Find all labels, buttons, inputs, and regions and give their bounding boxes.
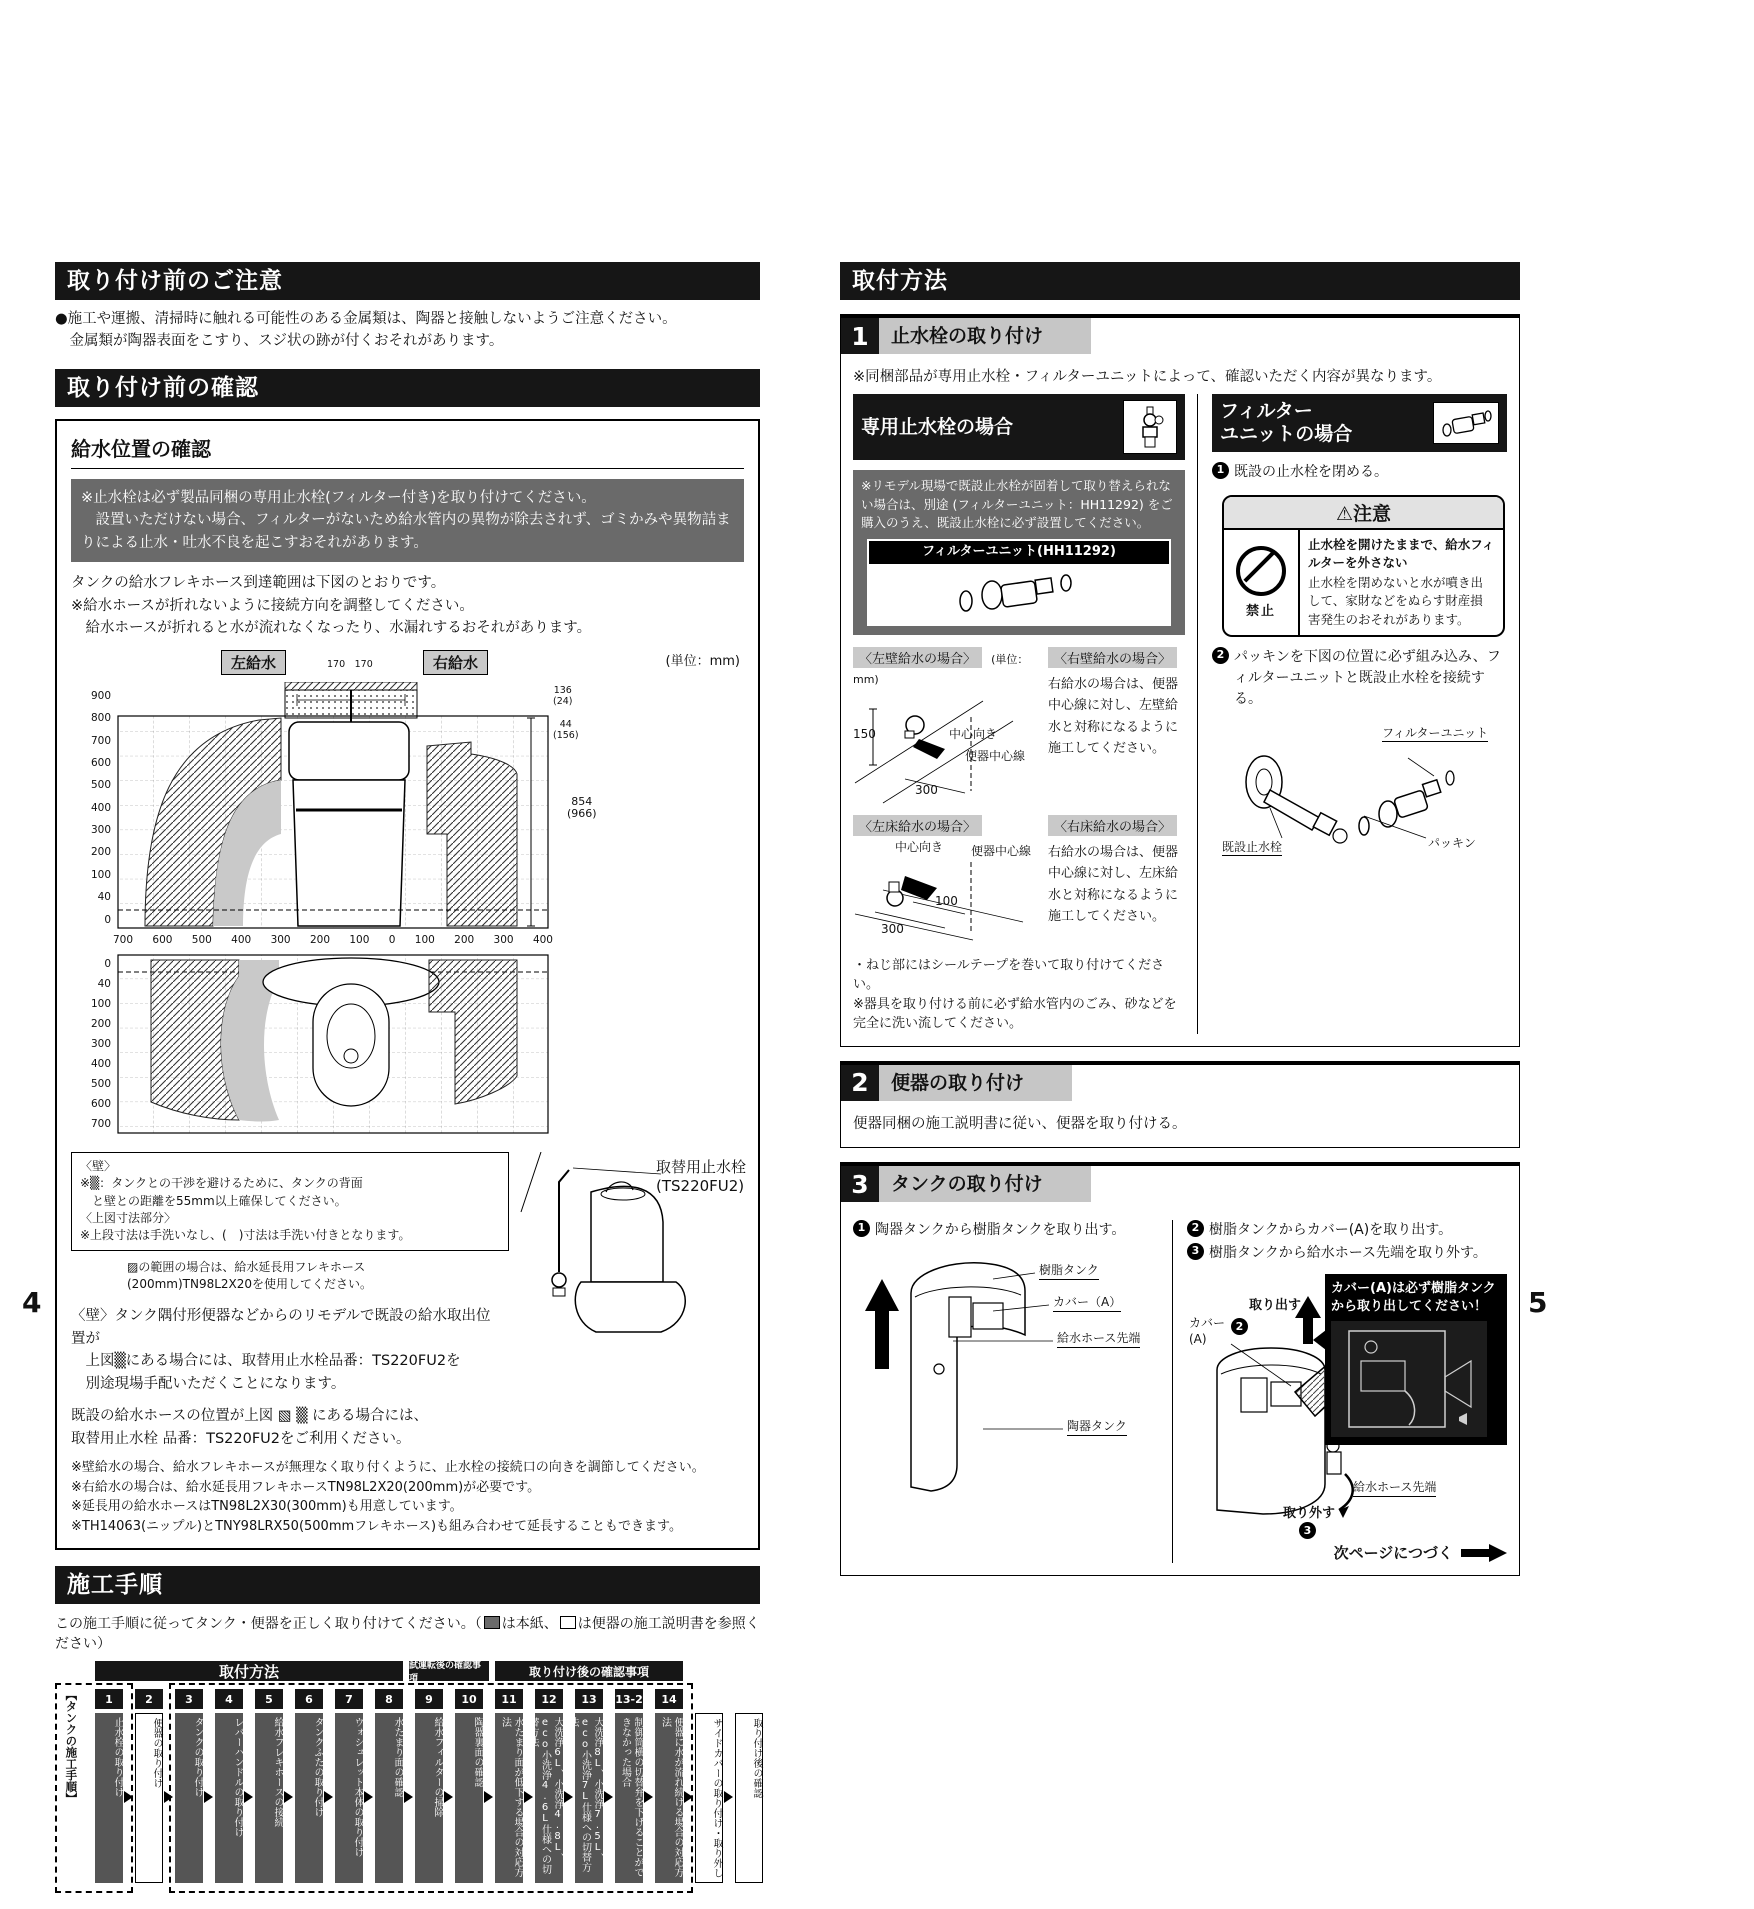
procedure-step-number: 1 xyxy=(95,1689,123,1709)
tank-procedure-bracket-label: 【タンクの施工手順】 xyxy=(64,1689,79,1805)
step1-header xyxy=(841,318,1091,354)
center-facing-label: 中心向き xyxy=(949,726,998,741)
dedicated-valve-notes xyxy=(853,956,1185,1034)
next-page-text: 次ページにつづく xyxy=(1333,1544,1453,1563)
page-left xyxy=(55,262,760,1909)
procedure-step-label: 水たまり面が低下する場合の対応方法 xyxy=(495,1713,523,1883)
unit-label: (単位：mm) xyxy=(665,653,740,669)
filter-unit-panel-drawing xyxy=(869,566,1169,624)
replacement-valve-label-line2: (TS220FU2) xyxy=(655,1177,745,1196)
step2-box xyxy=(840,1061,1520,1148)
step1-number: 1 xyxy=(841,318,879,354)
axis-tick: 100 xyxy=(349,933,370,946)
left-floor-diagram xyxy=(853,836,1038,946)
dim-170-170: 170 170 xyxy=(327,658,373,670)
filter-unit-header-line1: フィルター xyxy=(1220,400,1313,423)
axis-tick: 300 xyxy=(493,933,514,946)
step3-s3-line xyxy=(1187,1243,1507,1264)
step3-number: 3 xyxy=(841,1166,879,1202)
filter-unit-column xyxy=(1198,394,1507,1033)
takeout-label: 取り出す xyxy=(1249,1298,1302,1314)
procedure-step-number: 3 xyxy=(175,1689,203,1709)
caution-header xyxy=(1224,497,1503,530)
next-page-row xyxy=(1187,1542,1507,1563)
star-notes xyxy=(71,1458,744,1536)
page-number-left: 4 xyxy=(22,1286,42,1319)
replacement-valve-label-line1: 取替用止水栓 xyxy=(655,1157,746,1176)
right-floor-text: 右給水の場合は、便器中心線に対し、左床給水と対称になるように施工してください。 xyxy=(1048,844,1179,924)
step1-note: ※同梱部品が専用止水栓・フィルターユニットによって、確認いただく内容が異なります。 xyxy=(853,369,1442,385)
axis-tick: 400 xyxy=(532,933,553,946)
replacement-valve-label xyxy=(656,1158,746,1197)
dedicated-note-line: ※器具を取り付ける前に必ず給水管内のごみ、砂などを完全に洗い流してください。 xyxy=(853,996,1177,1032)
dedicated-valve-column xyxy=(853,394,1198,1033)
connection-figure xyxy=(1212,718,1507,878)
left-wall-cell xyxy=(853,647,1038,805)
procedure-intro-part3: は便器の施工説明書を参照ください） xyxy=(55,1616,760,1653)
procedure-step xyxy=(175,1689,203,1883)
axis-tick: 300 xyxy=(90,824,111,837)
remove-marker: 3 xyxy=(1299,1522,1316,1539)
axis-tick: 0 xyxy=(104,957,111,970)
procedure-step-number: 11 xyxy=(495,1689,523,1709)
step3-s2-text: 樹脂タンクからカバー(A)を取り出す。 xyxy=(1209,1222,1453,1239)
procedure-step-number: 6 xyxy=(295,1689,323,1709)
filter-unit-header-line2: ユニットの場合 xyxy=(1220,423,1353,446)
cover-a2-label-line1: カバー xyxy=(1189,1316,1226,1331)
right-supply-badge: 右給水 xyxy=(423,650,488,675)
step2-body: 便器同梱の施工説明書に従い、便器を取り付ける。 xyxy=(853,1115,1187,1132)
procedure-step xyxy=(375,1689,403,1883)
hose-extension-note xyxy=(127,1259,501,1294)
takeout-marker: 2 xyxy=(1231,1318,1248,1335)
axis-tick: 40 xyxy=(97,891,111,904)
right-floor-cell xyxy=(1048,815,1185,946)
bowl-manual-swatch-icon xyxy=(560,1616,576,1629)
existing-hose-note xyxy=(71,1405,501,1450)
dim-44-sub: (156) xyxy=(553,729,579,741)
axis-tick: 500 xyxy=(90,1077,111,1090)
intro-line: 給水ホースが折れると水が流れなくなったり、水漏れするおそれがあります。 xyxy=(71,620,592,637)
step1-title: 止水栓の取り付け xyxy=(879,318,1091,354)
next-page-arrow-icon xyxy=(1461,1544,1507,1562)
procedure-step-label: 給水フィルターの掃除 xyxy=(415,1713,443,1883)
procedure-step-number: 10 xyxy=(455,1689,483,1709)
axis-tick: 100 xyxy=(90,868,111,881)
remodel-note-text: ※リモデル現場で既設止水栓が固着して取り替えられない場合は、別途 (フィルターユニット：HH11292) をご購入のうえ、既設止水栓に必ず設置してください。 xyxy=(861,478,1173,530)
dim-150-label: 150 xyxy=(853,726,876,741)
procedure-step-label: 陶器裏面の確認 xyxy=(455,1713,483,1883)
procedure-step-label: レバーハンドルの取り付け xyxy=(215,1713,243,1883)
procedure-step xyxy=(655,1689,683,1883)
dim-300-label-2: 300 xyxy=(881,921,904,936)
axis-tick: 200 xyxy=(90,1017,111,1030)
axis-tick: 100 xyxy=(414,933,435,946)
dim-854 xyxy=(567,796,597,821)
dim-854-sub: (966) xyxy=(567,807,597,821)
bowl-centerline-label-2: 便器中心線 xyxy=(971,843,1032,858)
dim-44 xyxy=(553,720,579,742)
axis-tick: 400 xyxy=(90,801,111,814)
supply-position-box xyxy=(55,419,760,1550)
procedure-step-label: 大洗浄8L、小洗浄7.5L、eco小洗浄7L仕様への切替方法 xyxy=(575,1713,603,1883)
warning-icon: ⚠ xyxy=(1335,503,1354,526)
procedure-intro-part1: この施工手順に従ってタンク・便器を正しく取り付けてください。（ xyxy=(55,1616,482,1633)
right-wall-title: 〈右壁給水の場合〉 xyxy=(1048,647,1177,668)
dim-854-main: 854 xyxy=(571,794,593,808)
step3-left-column xyxy=(853,1220,1173,1563)
center-facing-label-2: 中心向き xyxy=(895,839,944,854)
cover-a-label: カバー（A） xyxy=(1053,1295,1121,1311)
axis-tick: 0 xyxy=(388,933,396,946)
existing-valve-label: 既設止水栓 xyxy=(1222,840,1282,856)
packing-label: パッキン xyxy=(1428,835,1476,850)
procedure-step-number: 13-2 xyxy=(615,1689,643,1709)
wall-note-line: 別途現場手配いただくことになります。 xyxy=(71,1375,346,1392)
left-supply-badge: 左給水 xyxy=(221,650,286,675)
flow-steps-row xyxy=(59,1689,763,1883)
callout-line2: から取り出してください！ xyxy=(1331,1298,1488,1314)
filter-step1-text: 既設の止水栓を閉める。 xyxy=(1234,464,1388,481)
caution-body-text: 止水栓を閉めないと水が噴き出して、家財などをぬらす財産損害発生のおそれがあります。 xyxy=(1308,575,1484,627)
section-header-precaution: 取り付け前のご注意 xyxy=(55,262,760,300)
dedicated-valve-header xyxy=(853,394,1185,460)
right-wall-text: 右給水の場合は、便器中心線に対し、左壁給水と対称になるように施工してください。 xyxy=(1048,676,1179,756)
step-marker-1: 1 xyxy=(1212,462,1229,479)
left-wall-title: 〈左壁給水の場合〉 xyxy=(853,647,982,668)
hose-note-line: (200mm)TN98L2X20を使用してください。 xyxy=(127,1277,373,1292)
step2-title: 便器の取り付け xyxy=(879,1065,1072,1101)
supply-position-title: 給水位置の確認 xyxy=(71,431,744,469)
procedure-step-label: 止水栓の取り付け xyxy=(95,1713,123,1883)
filter-step2-text: パッキンを下図の位置に必ず組み込み、フィルターユニットと既設止水栓を接続する。 xyxy=(1234,648,1501,707)
caution-box xyxy=(1222,495,1505,637)
procedure-step-label: ウォシュレット本体の取り付け xyxy=(335,1713,363,1883)
filter-step2-line xyxy=(1212,647,1507,710)
procedure-step-number: 4 xyxy=(215,1689,243,1709)
notes-left-column xyxy=(71,1152,501,1451)
step-marker-3-2: 2 xyxy=(1187,1220,1204,1237)
star-note-line: ※延長用の給水ホースはTN98L2X30(300mm)も用意しています。 xyxy=(71,1499,463,1515)
step3-header xyxy=(841,1166,1091,1202)
supply-cases-grid xyxy=(853,647,1185,946)
left-floor-cell xyxy=(853,815,1038,946)
stop-valve-icon xyxy=(1123,400,1177,454)
axis-tick: 400 xyxy=(90,1057,111,1070)
step-marker-2: 2 xyxy=(1212,647,1229,664)
hose-tip-label-2: 給水ホース先端 xyxy=(1353,1480,1436,1496)
wall-remodel-note xyxy=(71,1305,501,1395)
procedure-step xyxy=(527,1689,563,1883)
section-header-precheck: 取り付け前の確認 xyxy=(55,369,760,407)
precaution-line: ●施工や運搬、清掃時に触れる可能性のある金属類は、陶器と接触しないようご注意ください。 xyxy=(55,311,677,327)
step3-title: タンクの取り付け xyxy=(879,1166,1091,1202)
precaution-line: 金属類が陶器表面をこすり、スジ状の跡が付くおそれがあります。 xyxy=(55,333,504,350)
wall-y-axis xyxy=(77,690,111,926)
procedure-step-label: サイドカバーの取り付け・取り外し xyxy=(695,1713,723,1883)
dim-300-label: 300 xyxy=(915,782,938,797)
procedure-step-number: 8 xyxy=(375,1689,403,1709)
caution-bold-text: 止水栓を開けたままで、給水フィルターを外さない xyxy=(1308,537,1495,571)
warning-line: 設置いただけない場合、フィルターがないため給水管内の異物が除去されず、ゴミかみや異物詰まりによる止水・吐水不良を起こすおそれがあります。 xyxy=(81,512,731,551)
step3-s2-line xyxy=(1187,1220,1507,1241)
section-header-install-method: 取付方法 xyxy=(840,262,1520,300)
existing-note-line: 取替用止水栓 品番：TS220FU2をご利用ください。 xyxy=(71,1430,411,1447)
existing-note-line: 既設の給水ホースの位置が上図 ▧ ▒ にある場合には、 xyxy=(71,1408,428,1425)
procedure-step xyxy=(695,1689,723,1883)
procedure-intro xyxy=(55,1613,760,1653)
procedure-step xyxy=(735,1689,763,1883)
filter-unit-icon xyxy=(1433,402,1499,444)
clearance-note-line: ※上段寸法は手洗いなし、( )寸法は手洗い付きとなります。 xyxy=(80,1228,411,1243)
callout-line1: カバー(A)は必ず樹脂タンク xyxy=(1331,1281,1496,1297)
left-floor-title: 〈左床給水の場合〉 xyxy=(853,815,982,836)
filter-unit-panel-label: フィルターユニット(HH11292) xyxy=(869,541,1169,566)
step3-s1-line xyxy=(853,1220,1160,1241)
procedure-step xyxy=(135,1689,163,1883)
tank-removal-figure xyxy=(853,1249,1160,1499)
wall-note-line: 〈壁〉タンク隅付形便器などからのリモデルで既設の給水取出位置が xyxy=(71,1308,491,1347)
intro-line: タンクの給水フレキホース到達範囲は下図のとおりです。 xyxy=(71,575,446,592)
step3-s1-text: 陶器タンクから樹脂タンクを取り出す。 xyxy=(875,1222,1126,1239)
procedure-step xyxy=(455,1689,483,1883)
floor-view-drawing xyxy=(117,954,549,1134)
procedure-step-number: 2 xyxy=(135,1689,163,1709)
axis-tick: 700 xyxy=(90,1117,111,1130)
filter-step1-line xyxy=(1212,462,1507,483)
intro-line: ※給水ホースが折れないように接続方向を調整してください。 xyxy=(71,597,474,614)
dim-44-main: 44 xyxy=(559,718,572,730)
hose-note-line: ▨の範囲の場合は、給水延長用フレキホース xyxy=(127,1259,366,1274)
remove-label: 取り外す xyxy=(1283,1506,1336,1522)
ceramic-tank-label: 陶器タンク xyxy=(1067,1419,1127,1435)
stop-valve-warning-box xyxy=(71,479,744,562)
axis-tick: 800 xyxy=(90,712,111,725)
dedicated-note-line: ・ねじ部にはシールテープを巻いて取り付けてください。 xyxy=(853,957,1165,993)
step-marker-3-1: 1 xyxy=(853,1220,870,1237)
filter-unit-header xyxy=(1212,394,1507,452)
axis-tick: 200 xyxy=(309,933,330,946)
axis-tick: 600 xyxy=(152,933,173,946)
procedure-step xyxy=(415,1689,443,1883)
dim-136-sub: (24) xyxy=(553,695,573,707)
left-wall-unit: (単位：mm) xyxy=(853,652,1029,686)
procedure-step-label: 水たまり面の確認 xyxy=(375,1713,403,1883)
procedure-flowchart xyxy=(59,1661,760,1909)
axis-tick: 100 xyxy=(90,997,111,1010)
cover-removal-figure xyxy=(1187,1274,1507,1538)
filter-unit-panel xyxy=(867,539,1171,626)
dim-136 xyxy=(553,686,573,708)
wall-x-axis xyxy=(113,934,553,946)
group-header-install: 取付方法 xyxy=(95,1661,403,1681)
procedure-step-label: タンクの取り付け xyxy=(175,1713,203,1883)
procedure-step xyxy=(567,1689,603,1883)
remodel-note-box xyxy=(853,470,1185,634)
axis-tick: 200 xyxy=(454,933,475,946)
cover-a2-label-line2: (A) xyxy=(1189,1332,1207,1347)
floor-y-axis xyxy=(77,958,111,1130)
procedure-step xyxy=(255,1689,283,1883)
procedure-step xyxy=(335,1689,363,1883)
this-sheet-swatch-icon xyxy=(484,1616,500,1629)
step1-columns xyxy=(853,394,1507,1033)
right-floor-title: 〈右床給水の場合〉 xyxy=(1048,815,1177,836)
axis-tick: 600 xyxy=(90,1097,111,1110)
hose-reach-diagram xyxy=(71,646,744,1146)
replacement-valve-illustration xyxy=(511,1152,746,1451)
procedure-step-label: 便器に水が流れ続ける場合の対応方法 xyxy=(655,1713,683,1883)
precaution-text xyxy=(55,308,760,353)
clearance-note-line: ※▒：タンクとの干渉を避けるために、タンクの背面 xyxy=(80,1176,363,1191)
axis-tick: 700 xyxy=(90,734,111,747)
right-wall-cell xyxy=(1048,647,1185,805)
filter-unit-label: フィルターユニット xyxy=(1382,726,1488,742)
star-note-line: ※右給水の場合は、給水延長用フレキホースTN98L2X20(200mm)が必要です。 xyxy=(71,1479,541,1495)
star-note-line: ※壁給水の場合、給水フレキホースが無理なく取り付くように、止水栓の接続口の向きを調節してください。 xyxy=(71,1460,705,1476)
hose-tip-label: 給水ホース先端 xyxy=(1057,1331,1140,1347)
prohibition-label: 禁止 xyxy=(1245,603,1276,619)
reach-intro xyxy=(71,572,744,639)
page-right xyxy=(840,262,1520,1576)
procedure-step-number: 14 xyxy=(655,1689,683,1709)
bowl-centerline-label: 便器中心線 xyxy=(965,748,1026,763)
procedure-step-label: 大洗浄6L、小洗浄4.8L、eco小洗浄4.6L仕様への切替方法 xyxy=(535,1713,563,1883)
axis-tick: 900 xyxy=(90,689,111,702)
wall-view-drawing xyxy=(117,682,549,930)
procedure-intro-part2: は本紙、 xyxy=(501,1616,558,1633)
left-wall-diagram xyxy=(853,687,1038,805)
dim-100-label: 100 xyxy=(935,893,958,908)
section-header-procedure: 施工手順 xyxy=(55,1566,760,1604)
caution-body xyxy=(1224,530,1503,635)
procedure-step xyxy=(295,1689,323,1883)
wall-clearance-note-box xyxy=(71,1152,509,1251)
clearance-note-line: 〈壁〉 xyxy=(80,1158,117,1173)
axis-tick: 40 xyxy=(97,977,111,990)
step3-box xyxy=(840,1162,1520,1576)
procedure-step-number: 5 xyxy=(255,1689,283,1709)
procedure-step xyxy=(495,1689,523,1883)
caution-title: 注意 xyxy=(1353,503,1392,526)
group-header-after-check: 取り付け後の確認事項 xyxy=(495,1661,683,1681)
star-note-line: ※TH14063(ニップル)とTNY98LRX50(500mmフレキホース)も組み合わせて延長することもできます。 xyxy=(71,1518,683,1534)
diagram-notes-area xyxy=(71,1152,744,1451)
clearance-note-line: 〈上図寸法部分〉 xyxy=(80,1210,177,1225)
axis-tick: 500 xyxy=(191,933,212,946)
step3-s3-text: 樹脂タンクから給水ホース先端を取り外す。 xyxy=(1209,1245,1487,1262)
step3-right-column xyxy=(1173,1220,1507,1563)
procedure-step xyxy=(615,1689,643,1883)
axis-tick: 500 xyxy=(90,779,111,792)
procedure-step-number: 9 xyxy=(415,1689,443,1709)
axis-tick: 700 xyxy=(113,933,134,946)
warning-line: ※止水栓は必ず製品同梱の専用止水栓(フィルター付き)を取り付けてください。 xyxy=(81,489,596,506)
procedure-step-label: 便器の取り付け xyxy=(135,1713,163,1883)
axis-tick: 400 xyxy=(231,933,252,946)
group-header-trial-check: 試運転後の確認事項 xyxy=(409,1661,489,1681)
prohibition-cell xyxy=(1224,530,1300,635)
axis-tick: 600 xyxy=(90,756,111,769)
step2-header xyxy=(841,1065,1072,1101)
procedure-step-number: 12 xyxy=(535,1689,563,1709)
step-marker-3-3: 3 xyxy=(1187,1243,1204,1260)
prohibition-icon xyxy=(1236,546,1286,596)
step1-box xyxy=(840,314,1520,1047)
resin-tank-label: 樹脂タンク xyxy=(1039,1263,1099,1279)
procedure-step-number: 7 xyxy=(335,1689,363,1709)
axis-tick: 300 xyxy=(90,1037,111,1050)
clearance-note-line: と壁との距離を55mm以上確保してください。 xyxy=(80,1193,347,1208)
procedure-step-label: 取り付け後の確認 xyxy=(735,1713,763,1883)
cover-callout-box xyxy=(1325,1274,1507,1445)
axis-tick: 0 xyxy=(104,913,111,926)
axis-tick: 200 xyxy=(90,846,111,859)
axis-tick: 300 xyxy=(270,933,291,946)
callout-inner-drawing xyxy=(1331,1321,1487,1437)
procedure-step-label: 給水フレキホースの接続 xyxy=(255,1713,283,1883)
step2-number: 2 xyxy=(841,1065,879,1101)
procedure-step-label: 制御筒横の切替弁を下げることができなかった場合 xyxy=(615,1713,643,1883)
procedure-step xyxy=(215,1689,243,1883)
caution-text-cell xyxy=(1300,530,1503,635)
procedure-step-number: 13 xyxy=(575,1689,603,1709)
step3-columns xyxy=(853,1220,1507,1563)
procedure-step xyxy=(95,1689,123,1883)
filter-unit-header-label xyxy=(1220,400,1352,446)
dim-136-main: 136 xyxy=(553,684,572,696)
dedicated-valve-header-label: 専用止水栓の場合 xyxy=(861,416,1014,439)
page-number-right: 5 xyxy=(1528,1286,1548,1319)
procedure-step-label: タンクふたの取り付け xyxy=(295,1713,323,1883)
wall-note-line: 上図▒にある場合には、取替用止水栓品番：TS220FU2を xyxy=(71,1353,461,1370)
